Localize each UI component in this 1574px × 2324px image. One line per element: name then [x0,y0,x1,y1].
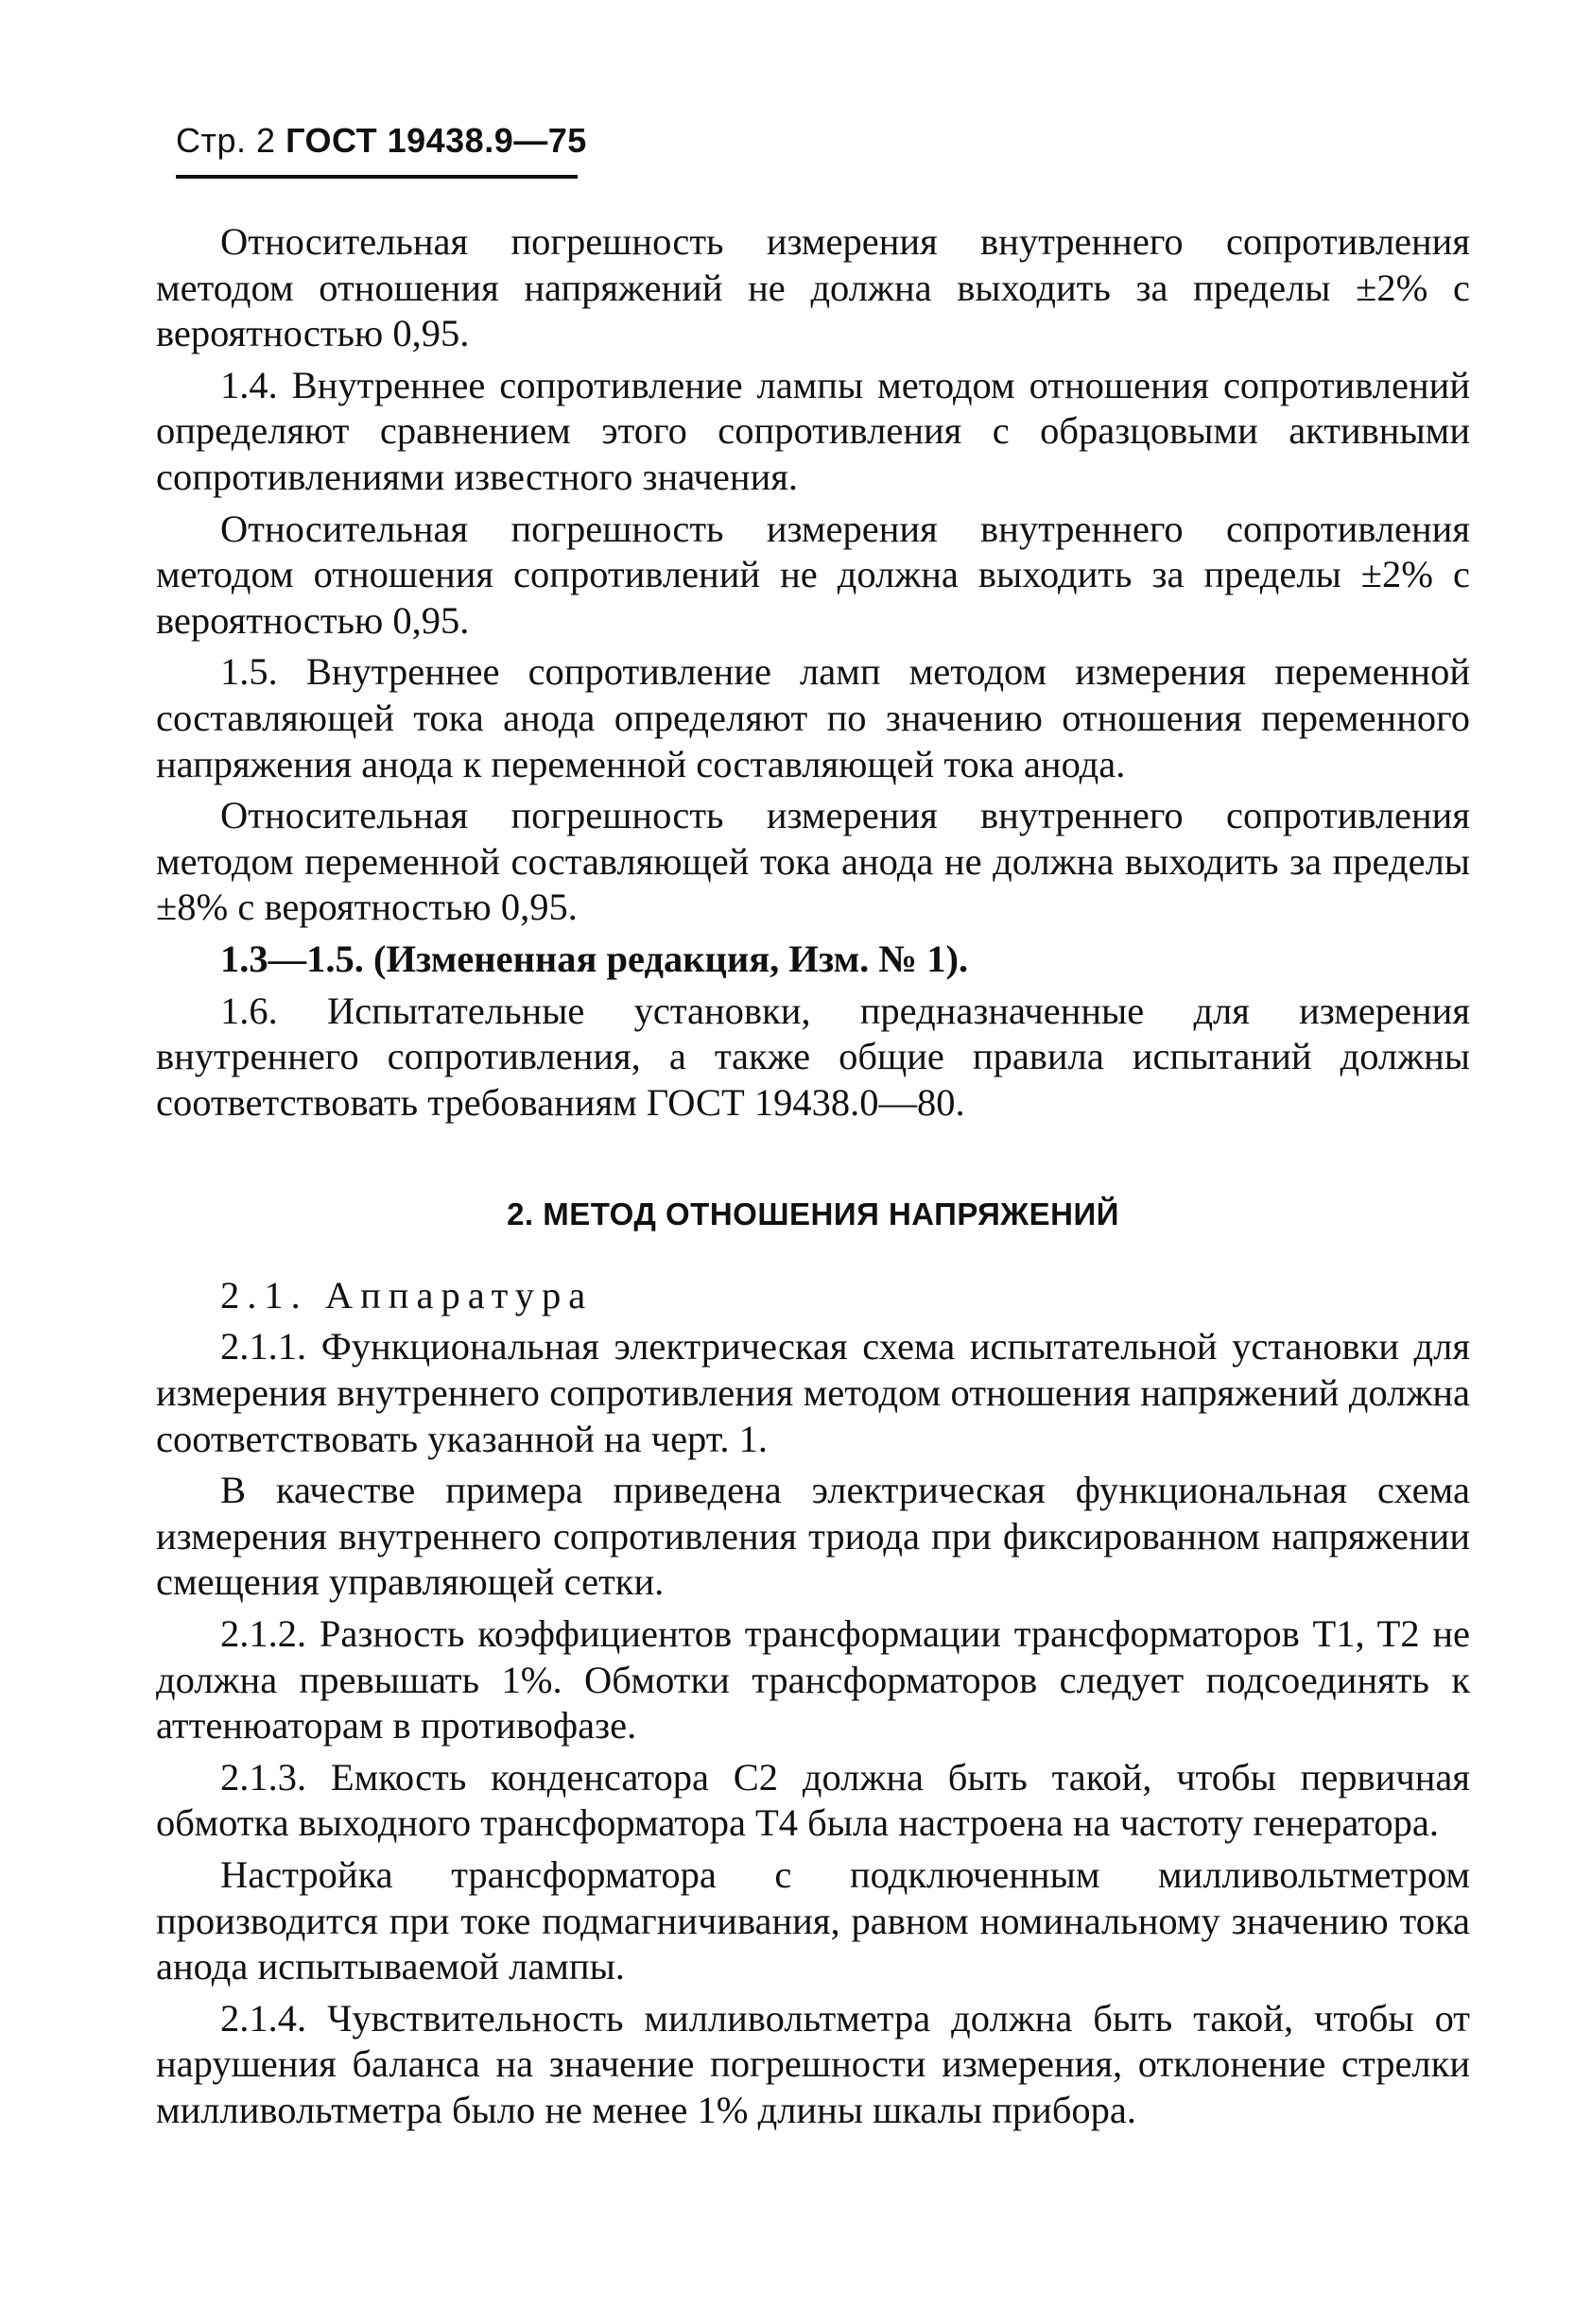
standard-number: ГОСТ 19438.9—75 [285,121,587,160]
section-heading: 2. МЕТОД ОТНОШЕНИЯ НАПРЯЖЕНИЙ [507,1196,1119,1232]
paragraph: Относительная погрешность измерения внутреннего сопротивления методом переменной составляющей тока анода не должна выходить за пределы ±8% с вероятностью 0,95. [156,794,1470,929]
clause-2-1-1: 2.1.1. Функциональная электрическая схема испытательной установки для измерения внутреннего сопротивления методом отношения напряжений должна соответствовать указанной на черт. 1. [156,1325,1470,1460]
paragraph: Настройка трансформатора с подключенным милливольтметром производится при токе подмагничивания, равном номинальному значению тока анода испытываемой лампы. [156,1853,1470,1988]
subsection-heading: 2.1. Аппаратура [220,1273,594,1317]
running-header [176,121,587,161]
clause-1-6: 1.6. Испытательные установки, предназначенные для измерения внутреннего сопротивления, а также общие правила испытаний должны соответствовать требованиям ГОСТ 19438.0—80. [156,989,1470,1124]
page-body [156,219,1470,2140]
clause-1-4: 1.4. Внутреннее сопротивление лампы методом отношения сопротивлений определяют сравнением этого сопротивления с образцовыми активными сопротивлениями известного значения. [156,363,1470,498]
clause-2-1-4: 2.1.4. Чувствительность милливольтметра должна быть такой, чтобы от нарушения баланса на значение погрешности измерения, отклонение стрелки милливольтметра было не менее 1% длины шкалы прибора. [156,1996,1470,2131]
amendment-note: 1.3—1.5. (Измененная редакция, Изм. № 1). [220,937,969,980]
clause-2-1-2: 2.1.2. Разность коэффициентов трансформации трансформаторов T1, T2 не должна превышать 1%. Обмотки трансформаторов следует подсоединять к аттенюаторам в противофазе. [156,1612,1470,1747]
clause-2-1-3: 2.1.3. Емкость конденсатора C2 должна быть такой, чтобы первичная обмотка выходного трансформатора T4 была настроена на частоту генератора. [156,1755,1470,1845]
paragraph: Относительная погрешность измерения внутреннего сопротивления методом отношения сопротивлений не должна выходить за пределы ±2% с вероятностью 0,95. [156,507,1470,642]
page-number: Стр. 2 [176,121,276,160]
paragraph: Относительная погрешность измерения внутреннего сопротивления методом отношения напряжений не должна выходить за пределы ±2% с вероятностью 0,95. [156,220,1470,355]
header-rule [176,175,578,179]
paragraph: В качестве примера приведена электрическая функциональная схема измерения внутреннего сопротивления триода при фиксированном напряжении смещения управляющей сетки. [156,1469,1470,1604]
clause-1-5: 1.5. Внутреннее сопротивление ламп методом измерения переменной составляющей тока анода определяют по значению отношения переменного напряжения анода к переменной составляющей тока анода. [156,650,1470,785]
